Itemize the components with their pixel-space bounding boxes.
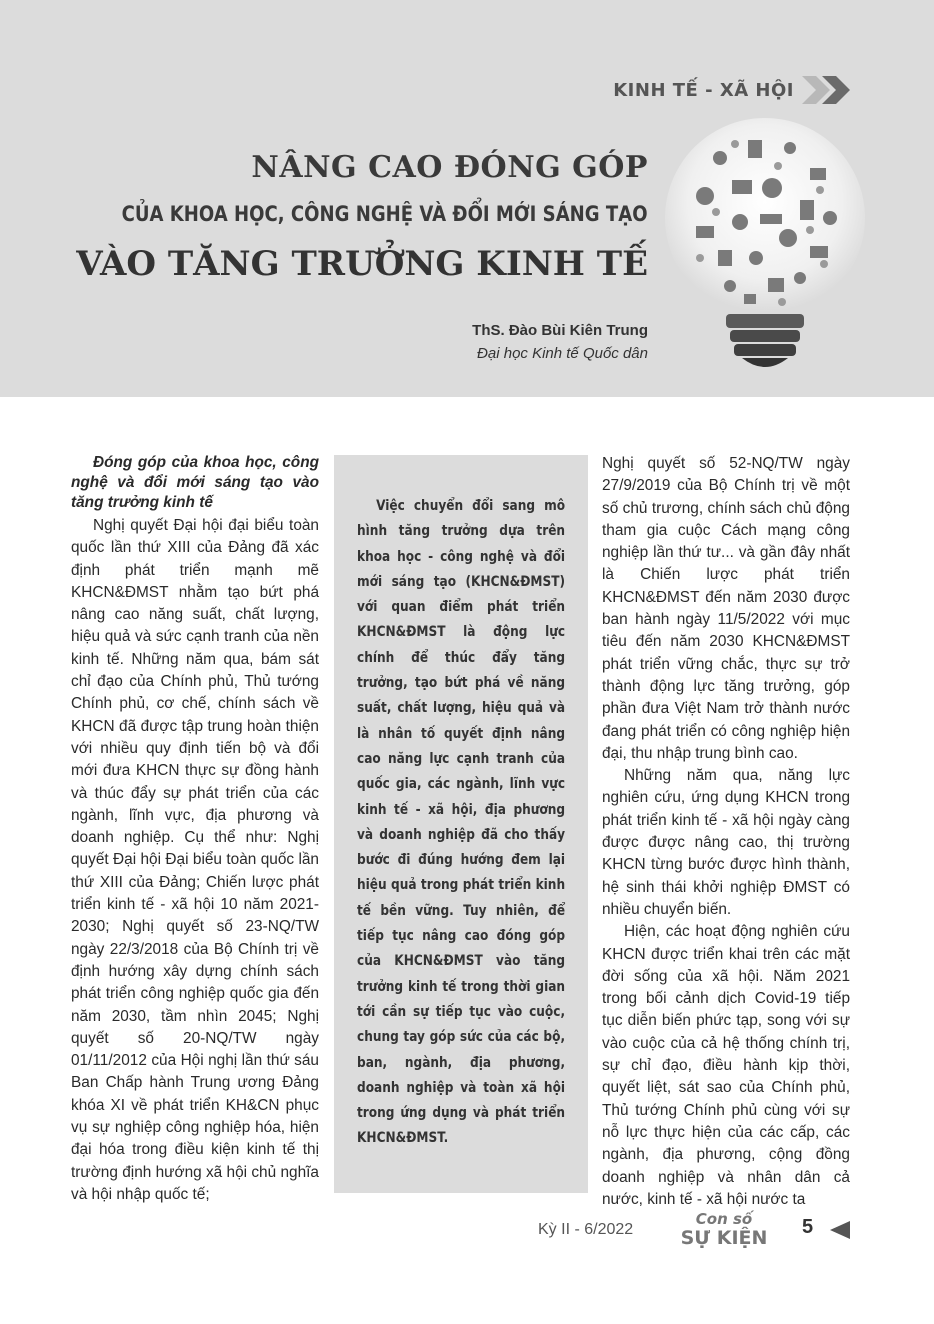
right-column-paragraph-3: Hiện, các hoạt động nghiên cứu KHCN được triển khai trên các mặt đời sống của xã hội. Năm 2021 trong bối cảnh dịch Covid-19 tiếp tục diễn biến phức tạp, song với sự vào cuộc của cả hệ thống chính trị, sự chỉ đạo, điều hành kịp thời, quyết liệt, sát sao của Chính phủ, Thủ tướng Chính phủ cùng với sự nỗ lực thực hiện của các cấp, các ngành, địa phương, cộng đồng doanh nghiệp và nhân dân cả nước, kinh tế - xã hội nước ta — [602, 923, 850, 1208]
triangle-left-icon — [826, 1219, 852, 1241]
title-line-1: NÂNG CAO ĐÓNG GÓP — [251, 150, 648, 185]
issue-label: Kỳ II - 6/2022 — [538, 1221, 634, 1238]
lightbulb-science-icon — [660, 118, 870, 380]
right-column — [602, 453, 850, 1211]
magazine-logo — [664, 1208, 784, 1248]
right-column-paragraph-1: Nghị quyết số 52-NQ/TW ngày 27/9/2019 của Bộ Chính trị về một số chủ trương, chính sách chủ động tham gia cuộc Cách mạng công nghiệp lần thứ tư... và gần đây nhất là Chiến lược phát triển KHCN&ĐMST đến năm 2030 được ban hành ngày 11/5/2022 với mục tiêu đến năm 2030 KHCN&ĐMST phát triển vững chắc, thực sự trở thành động lực tăng trưởng, góp phần đưa Việt Nam trở thành nước đang phát triển có công nghiệp hiện đại, thu nhập trung bình cao. — [602, 455, 850, 762]
left-column — [71, 453, 319, 1206]
author-affiliation: Đại học Kinh tế Quốc dân — [477, 345, 648, 362]
left-column-paragraph: Nghị quyết Đại hội đại biểu toàn quốc lần thứ XIII của Đảng đã xác định phát triển mạnh mẽ KHCN&ĐMST nhằm tạo bứt phá nâng cao năng suất, chất lượng, hiệu quả và sức cạnh tranh của nền kinh tế. Những năm qua, bám sát chỉ đạo của Chính phủ, Thủ tướng Chính phủ, cơ chế, chính sách về KHCN đã được tập trung hoàn thiện với nhiều quy định tiến bộ và đổi mới đưa KHCN thực sự đồng hành và thúc đẩy sự phát triển của các ngành, lĩnh vực, địa phương và doanh nghiệp. Cụ thể như: Nghị quyết Đại hội Đại biểu toàn quốc lần thứ XIII của Đảng; Chiến lược phát triển kinh tế - xã hội 10 năm 2021-2030; Nghị quyết số 23-NQ/TW ngày 22/3/2018 của Bộ Chính trị về định hướng xây dựng chính sách phát triển công nghiệp quốc gia đến năm 2030, tầm nhìn 2045; Nghị quyết số 20-NQ/TW ngày 01/11/2012 của Hội nghị lần thứ sáu Ban Chấp hành Trung ương Đảng khóa XI về phát triển KH&CN phục vụ sự nghiệp công nghiệp hóa, hiện đại hóa trong điều kiện kinh tế thị trường định hướng xã hội chủ nghĩa và hội nhập quốc tế; — [71, 517, 319, 1203]
logo-top-text: Con số — [695, 1210, 753, 1228]
section-label: KINH TẾ - XÃ HỘI — [613, 80, 794, 101]
page-number: 5 — [802, 1216, 814, 1238]
title-line-3: VÀO TĂNG TRƯỞNG KINH TẾ — [76, 244, 648, 284]
sidebar-text: Việc chuyển đổi sang mô hình tăng trưởng dựa trên khoa học - công nghệ và đổi mới sáng tạo (KHCN&ĐMST) với quan điểm phát triển KHCN&ĐMST là động lực chính để thúc đẩy tăng trưởng, tạo bứt phá về năng suất, chất lượng, hiệu quả và là nhân tố quyết định nâng cao năng lực cạnh tranh của quốc gia, các ngành, lĩnh vực kinh tế - xã hội, địa phương và doanh nghiệp đã cho thấy bước đi đúng hướng đem lại hiệu quả trong phát triển kinh tế bền vững. Tuy nhiên, để tiếp tục nâng cao đóng góp của KHCN&ĐMST vào tăng trưởng kinh tế trong thời gian tới cần sự tiếp tục vào cuộc, chung tay góp sức của các bộ, ban, ngành, địa phương, doanh nghiệp và toàn xã hội trong ứng dụng và phát triển KHCN&ĐMST. — [357, 498, 566, 1147]
section-subheading: Đóng góp của khoa học, công nghệ và đổi mới sáng tạo vào tăng trưởng kinh tế — [71, 454, 319, 511]
author-name: ThS. Đào Bùi Kiên Trung — [472, 322, 648, 339]
double-chevron-right-icon — [798, 72, 858, 108]
sidebar-quote — [357, 494, 565, 1152]
right-column-paragraph-2: Những năm qua, năng lực nghiên cứu, ứng dụng KHCN trong phát triển kinh tế - xã hội ngày càng được được nâng cao, thị trường KHCN từng bước được hình thành, hệ sinh thái khởi nghiệp ĐMST có nhiều chuyển biến. — [602, 767, 850, 918]
title-line-2: CỦA KHOA HỌC, CÔNG NGHỆ VÀ ĐỔI MỚI SÁNG TẠO — [122, 202, 648, 226]
logo-bottom-text: SỰ KIỆN — [680, 1227, 768, 1248]
